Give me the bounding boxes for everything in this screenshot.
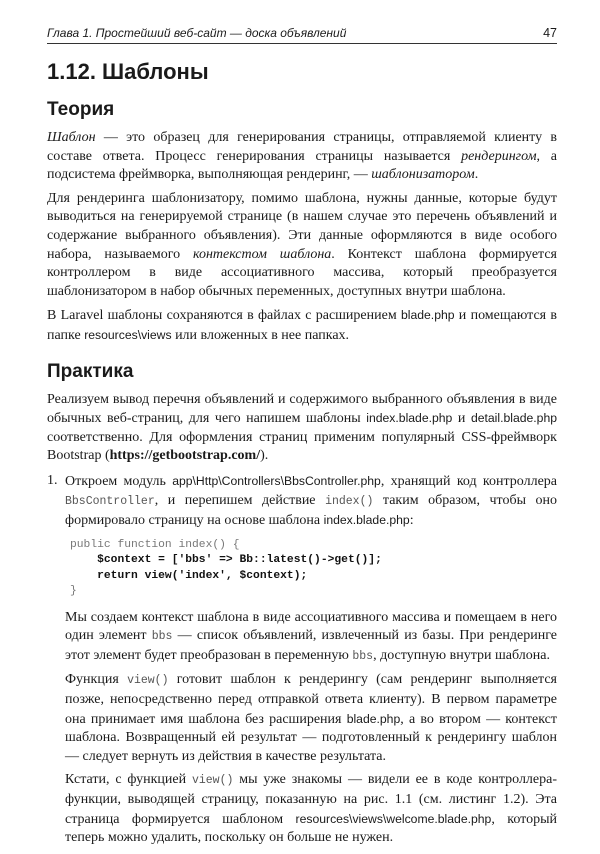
text: , а во втором — контекст шаблона. Возвращенный ей результат — подготовленный к рендерингу шаблон — следует вернуть из действия в качестве результата. <box>65 711 557 764</box>
text: таким образом, чтобы оно формировало страницу на основе шаблона <box>65 492 558 529</box>
file-name: index.blade.php <box>323 513 410 528</box>
code-line: $context = ['bbs' => Bb::latest()->get()]; <box>70 554 382 567</box>
practice-paragraph-4 <box>65 771 557 847</box>
theory-heading: Теория <box>47 99 115 120</box>
file-extension: blade.php <box>400 308 455 323</box>
list-marker: 1. <box>47 472 58 488</box>
code-line: public function index() { <box>70 538 240 551</box>
list-item-text <box>65 472 557 531</box>
variable-name: bbs <box>151 630 173 644</box>
list-item-body <box>65 472 557 853</box>
text: ). <box>260 448 269 464</box>
folder-path: resources\views <box>84 327 172 342</box>
practice-paragraph-1 <box>47 391 557 466</box>
text: , хранящий код контроллера <box>380 473 558 489</box>
text: соответственно. Для оформления страниц применим популярный CSS-фреймворк Bootstrap ( <box>47 429 557 464</box>
term-template-engine: шаблонизатором <box>371 167 475 183</box>
text: , доступную внутри шаблона. <box>373 647 550 663</box>
text: , который теперь можно удалить, поскольку он больше не нужен. <box>65 811 557 846</box>
text: . <box>474 167 479 183</box>
text: Функция <box>65 672 128 688</box>
text: и <box>452 411 471 427</box>
chapter-title: Глава 1. Простейший веб-сайт — доска объявлений <box>47 26 347 40</box>
theory-paragraph-2 <box>47 190 557 302</box>
running-header <box>47 24 557 44</box>
term-template-context: контекстом шаблона <box>192 246 332 262</box>
text: готовит шаблон к рендерингу (сам рендеринг выполняется позже, непосредственно перед отправкой ответа клиенту). В первом параметре она принимает имя шаблона без расширения <box>65 672 557 727</box>
term-rendering: рендерингом <box>461 148 537 164</box>
code-listing <box>70 538 557 600</box>
theory-paragraph-1 <box>47 129 557 185</box>
text: Кстати, с функцией <box>65 772 192 788</box>
text: . Контекст шаблона формируется контроллером в виде ассоциативного массива, который преобразуется шаблонизатором в набор обычных переменных, доступных внутри шаблона. <box>47 246 557 299</box>
page-number: 47 <box>543 26 557 40</box>
file-extension: blade.php <box>346 711 401 726</box>
text: или вложенных в нее папках. <box>171 327 350 343</box>
text: Для рендеринга шаблонизатору, помимо шаблона, нужны данные, которые будут выводиться на генерируемой странице (в нашем случае это перечень объявлений и содержание выбранного объявления). Эти данные оформляются в виде особого набора, называемого <box>47 190 557 262</box>
code-line: } <box>70 585 77 598</box>
file-name: detail.blade.php <box>470 411 557 426</box>
text: Мы создаем контекст шаблона в виде ассоциативного массива и помещаем в него один элемент <box>65 609 557 644</box>
practice-heading: Практика <box>47 360 134 382</box>
file-name: index.blade.php <box>366 411 453 426</box>
list-item <box>47 472 557 853</box>
practice-paragraph-2 <box>65 609 557 667</box>
section-title: 1.12. Шаблоны <box>47 59 209 84</box>
text: и помещаются в папке <box>47 308 557 343</box>
theory-paragraph-3 <box>47 306 557 345</box>
text: Откроем модуль <box>65 473 173 489</box>
text: , и перепишем действие <box>154 492 326 508</box>
variable-name: bbs <box>352 649 374 663</box>
term-template: Шаблон <box>47 130 96 145</box>
method-name: index() <box>325 494 374 508</box>
file-path: resources\views\welcome.blade.php <box>295 811 492 826</box>
text: мы уже знакомы — видели ее в коде контроллера-функции, выводящей страницу, показанную на рис. 1.1 (см. листинг 1.2). Эта страница формируется шаблоном <box>65 772 557 827</box>
text: — это образец для генерирования страницы, отправляемой клиенту в составе ответа. Процесс генерирования страницы называется <box>47 130 557 164</box>
text: Реализуем вывод перечня объявлений и содержимого выбранного объявления в виде обычных веб-страниц, для чего напишем шаблоны <box>47 391 557 427</box>
text: В Laravel шаблоны сохраняются в файлах с расширением <box>47 308 401 324</box>
function-name: view() <box>127 674 169 688</box>
text: — список объявлений, извлеченный из базы. При рендеринге этот элемент будет преобразован в переменную <box>65 628 557 663</box>
function-name: view() <box>191 774 234 788</box>
book-page <box>47 24 557 853</box>
practice-paragraph-3 <box>65 671 557 766</box>
bootstrap-url: https://getbootstrap.com/ <box>109 448 261 464</box>
text: : <box>409 513 414 529</box>
file-path: app\Http\Controllers\BbsController.php <box>172 473 381 488</box>
class-name: BbsController <box>65 494 155 508</box>
code-line: return view('index', $context); <box>70 569 308 582</box>
text: , а подсистема фреймворка, выполняющая рендеринг, — <box>47 148 557 183</box>
